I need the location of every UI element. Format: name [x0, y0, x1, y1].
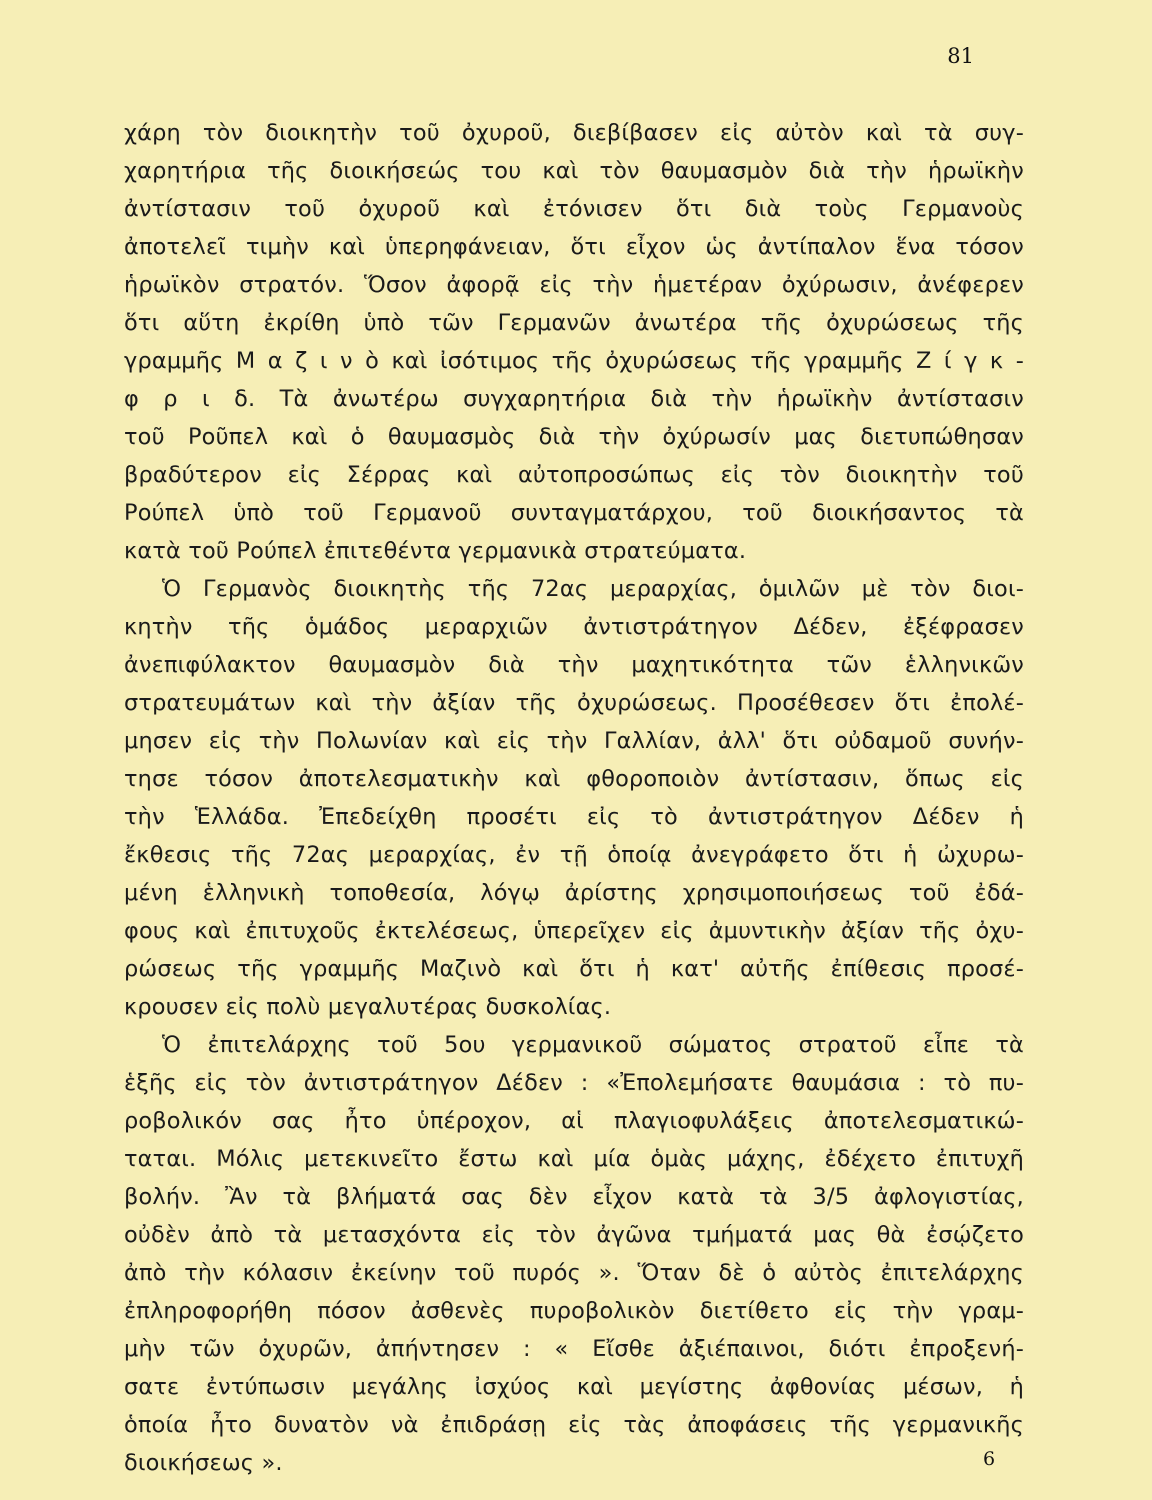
text-line: χαρητήρια τῆς διοικήσεώς του καὶ τὸν θαυμασμὸν διὰ τὴν ἡρωϊκὴν	[124, 158, 1024, 184]
text-line: ἔκθεσις τῆς 72ας μεραρχίας, ἐν τῇ ὁποίᾳ ἀνεγράφετο ὅτι ἡ ὠχυρω-	[124, 842, 1024, 868]
text-line: στρατευμάτων καὶ τὴν ἀξίαν τῆς ὀχυρώσεως. Προσέθεσεν ὅτι ἐπολέ-	[124, 690, 1024, 716]
text-line: ὁποία ἦτο δυνατὸν νὰ ἐπιδράσῃ εἰς τὰς ἀποφάσεις τῆς γερμανικῆς	[124, 1412, 1024, 1438]
text-line: τησε τόσον ἀποτελεσματικὴν καὶ φθοροποιὸν ἀντίστασιν, ὅπως εἰς	[124, 766, 1024, 792]
text-line: βολήν. Ἂν τὰ βλήματά σας δὲν εἶχον κατὰ τὰ 3/5 ἀφλογιστίας,	[124, 1184, 1024, 1210]
document-body	[124, 114, 1024, 1482]
text-line: γραμμῆς Μ α ζ ι ν ὸ καὶ ἰσότιμος τῆς ὀχυρώσεως τῆς γραμμῆς Ζ ί γ κ -	[124, 348, 1024, 374]
text-line: κρουσεν εἰς πολὺ μεγαλυτέρας δυσκολίας.	[124, 994, 612, 1020]
text-line: ρώσεως τῆς γραμμῆς Μαζινὸ καὶ ὅτι ἡ κατ' αὐτῆς ἐπίθεσις προσέ-	[124, 956, 1024, 982]
text-line: ἀπὸ τὴν κόλασιν ἐκείνην τοῦ πυρός ». Ὅταν δὲ ὁ αὐτὸς ἐπιτελάρχης	[124, 1260, 1024, 1286]
text-line: χάρη τὸν διοικητὴν τοῦ ὀχυροῦ, διεβίβασεν εἰς αὐτὸν καὶ τὰ συγ-	[124, 120, 1024, 146]
text-line: μὴν τῶν ὀχυρῶν, ἀπήντησεν : « Εἴσθε ἀξιέπαινοι, διότι ἐπροξενή-	[124, 1336, 1024, 1362]
text-line: Ρούπελ ὑπὸ τοῦ Γερμανοῦ συνταγματάρχου, τοῦ διοικήσαντος τὰ	[124, 500, 1024, 526]
text-line: οὐδὲν ἀπὸ τὰ μετασχόντα εἰς τὸν ἀγῶνα τμήματά μας θὰ ἐσῴζετο	[124, 1222, 1024, 1248]
text-line: κητὴν τῆς ὁμάδος μεραρχιῶν ἀντιστράτηγον Δέδεν, ἐξέφρασεν	[124, 614, 1024, 640]
text-line: φους καὶ ἐπιτυχοῦς ἐκτελέσεως, ὑπερεῖχεν εἰς ἀμυντικὴν ἀξίαν τῆς ὀχυ-	[124, 918, 1024, 944]
text-line: τὴν Ἑλλάδα. Ἐπεδείχθη προσέτι εἰς τὸ ἀντιστράτηγον Δέδεν ἡ	[124, 804, 1024, 830]
text-line: σατε ἐντύπωσιν μεγάλης ἰσχύος καὶ μεγίστης ἀφθονίας μέσων, ἡ	[124, 1374, 1024, 1400]
text-line: Ὁ Γερμανὸς διοικητὴς τῆς 72ας μεραρχίας, ὁμιλῶν μὲ τὸν διοι-	[162, 576, 1024, 602]
text-line: ὅτι αὕτη ἐκρίθη ὑπὸ τῶν Γερμανῶν ἀνωτέρα τῆς ὀχυρώσεως τῆς	[124, 310, 1024, 336]
text-line: ροβολικόν σας ἦτο ὑπέροχον, αἱ πλαγιοφυλάξεις ἀποτελεσματικώ-	[124, 1108, 1024, 1134]
text-line: διοικήσεως ».	[124, 1450, 283, 1476]
text-line: μένη ἑλληνικὴ τοποθεσία, λόγῳ ἀρίστης χρησιμοποιήσεως τοῦ ἐδά-	[124, 880, 1024, 906]
text-line: ἀνεπιφύλακτον θαυμασμὸν διὰ τὴν μαχητικότητα τῶν ἑλληνικῶν	[124, 652, 1024, 678]
text-line: μησεν εἰς τὴν Πολωνίαν καὶ εἰς τὴν Γαλλίαν, ἀλλ' ὅτι οὐδαμοῦ συνήν-	[124, 728, 1024, 754]
page-number: 81	[947, 44, 974, 68]
text-line: τοῦ Ροῦπελ καὶ ὁ θαυμασμὸς διὰ τὴν ὀχύρωσίν μας διετυπώθησαν	[124, 424, 1024, 450]
text-line: βραδύτερον εἰς Σέρρας καὶ αὐτοπροσώπως εἰς τὸν διοικητὴν τοῦ	[124, 462, 1024, 488]
text-line: κατὰ τοῦ Ρούπελ ἐπιτεθέντα γερμανικὰ στρατεύματα.	[124, 538, 747, 564]
text-line: ἀποτελεῖ τιμὴν καὶ ὑπερηφάνειαν, ὅτι εἶχον ὡς ἀντίπαλον ἕνα τόσον	[124, 234, 1024, 260]
text-line: ἡρωϊκὸν στρατόν. Ὅσον ἀφορᾷ εἰς τὴν ἡμετέραν ὀχύρωσιν, ἀνέφερεν	[124, 272, 1024, 298]
printer-signature-mark: 6	[983, 1448, 996, 1470]
text-line: Ὁ ἐπιτελάρχης τοῦ 5ου γερμανικοῦ σώματος στρατοῦ εἶπε τὰ	[162, 1032, 1024, 1058]
text-line: ἐπληροφορήθη πόσον ἀσθενὲς πυροβολικὸν διετίθετο εἰς τὴν γραμ-	[124, 1298, 1024, 1324]
text-line: ἀντίστασιν τοῦ ὀχυροῦ καὶ ἐτόνισεν ὅτι διὰ τοὺς Γερμανοὺς	[124, 196, 1024, 222]
text-line: ἑξῆς εἰς τὸν ἀντιστράτηγον Δέδεν : «Ἐπολεμήσατε θαυμάσια : τὸ πυ-	[124, 1070, 1024, 1096]
text-line: φ ρ ι δ. Τὰ ἀνωτέρω συγχαρητήρια διὰ τὴν ἡρωϊκὴν ἀντίστασιν	[124, 386, 1024, 412]
text-line: ταται. Μόλις μετεκινεῖτο ἔστω καὶ μία ὁμὰς μάχης, ἐδέχετο ἐπιτυχῆ	[124, 1146, 1024, 1172]
